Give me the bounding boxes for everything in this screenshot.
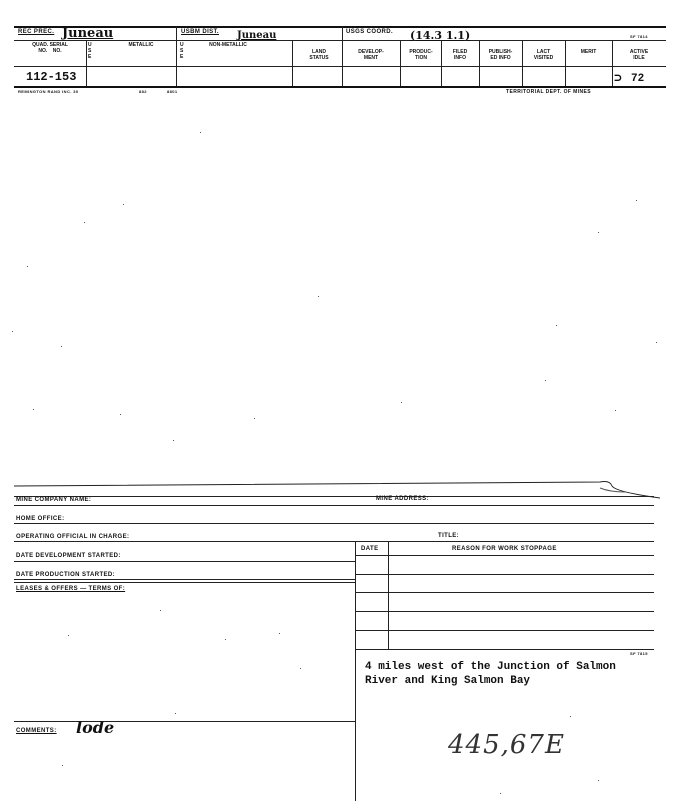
usgs-coord-value: (14.3 1.1) — [410, 29, 471, 42]
rule-date-prod — [14, 579, 355, 580]
last-visited-label: LACT VISITED — [533, 49, 554, 61]
date-production-label: DATE PRODUCTION STARTED: — [16, 572, 116, 578]
department-label: TERRITORIAL DEPT. OF MINES — [506, 89, 591, 95]
comments-value: lode — [76, 718, 115, 737]
col-div-quad — [86, 40, 87, 86]
merit-label: MERIT — [580, 49, 597, 55]
printer-code-2: 8801 — [167, 89, 178, 94]
stoppage-rule-4 — [355, 611, 654, 612]
usgs-coord-label: USGS COORD. — [346, 29, 394, 35]
mine-address-label: MINE ADDRESS: — [376, 496, 429, 502]
comments-label: COMMENTS: — [16, 728, 57, 734]
col-div-filed — [479, 40, 480, 86]
divider-1 — [176, 26, 177, 86]
rec-prec-value: Juneau — [62, 26, 114, 41]
stoppage-rule-1 — [355, 555, 654, 556]
location-line-2: River and King Salmon Bay — [365, 675, 531, 687]
active-idle-mark: ⊃ — [614, 71, 622, 86]
form-number: SF 7814 — [630, 34, 648, 39]
development-label: DEVELOP- MENT — [358, 49, 384, 61]
printer-code-1: 882 — [139, 89, 147, 94]
metallic-label: METALLIC — [128, 42, 154, 48]
lower-center-divider — [355, 541, 356, 801]
printer-label: REMINGTON RAND INC. 30 — [18, 89, 79, 94]
land-status-label: LAND STATUS — [309, 49, 329, 61]
operating-official-label: OPERATING OFFICIAL IN CHARGE: — [16, 534, 130, 540]
date-development-label: DATE DEVELOPMENT STARTED: — [16, 553, 121, 559]
title-label: TITLE: — [438, 533, 460, 539]
leases-label: LEASES & OFFERS — TERMS OF: — [16, 586, 126, 592]
rule-date-prod-2 — [14, 582, 355, 583]
usbm-dist-label: USBM DIST. — [181, 29, 220, 35]
date-column-divider — [388, 541, 389, 649]
rule-operating — [14, 541, 654, 542]
quad-serial-label: QUAD. SERIAL NO. NO. — [32, 42, 68, 54]
handwritten-code: 445,67E — [448, 730, 565, 760]
stoppage-rule-2 — [355, 574, 654, 575]
date-column-label: DATE — [361, 546, 379, 552]
usbm-dist-value: Juneau — [237, 30, 277, 41]
active-idle-value: 72 — [631, 73, 645, 85]
use-metallic-label: U S E — [88, 42, 92, 60]
mine-company-name-label: MINE COMPANY NAME: — [16, 497, 92, 503]
rule-under-mine — [14, 505, 654, 506]
rule-comments-top — [14, 721, 355, 722]
col-div-last — [565, 40, 566, 86]
use-nonmetallic-label: U S E — [180, 42, 184, 60]
rule-mine-company — [14, 496, 654, 497]
col-div-merit — [612, 40, 613, 86]
published-info-label: PUBLISH- ED INFO — [488, 49, 513, 61]
form-number-2: SF 7815 — [630, 651, 648, 656]
col-div-pub — [522, 40, 523, 86]
stoppage-rule-6 — [355, 649, 654, 650]
header-columns-rule — [14, 66, 666, 67]
quad-serial-value: 112-153 — [26, 70, 77, 84]
active-idle-label: ACTIVE IDLE — [629, 49, 649, 61]
col-div-land — [292, 40, 293, 86]
non-metallic-label: NON-METALLIC — [209, 42, 247, 48]
rule-date-dev — [14, 561, 355, 562]
stoppage-rule-3 — [355, 592, 654, 593]
col-div-develop — [400, 40, 401, 86]
stoppage-rule-5 — [355, 630, 654, 631]
location-line-1: 4 miles west of the Junction of Salmon — [365, 661, 616, 673]
reason-column-label: REASON FOR WORK STOPPAGE — [452, 546, 557, 552]
rec-prec-label: REC PREC. — [18, 29, 55, 35]
col-div-prod — [441, 40, 442, 86]
lower-form-top-rule — [0, 470, 678, 510]
home-office-label: HOME OFFICE: — [16, 516, 65, 522]
filed-info-label: FILED INFO — [452, 49, 468, 61]
production-label: PRODUC- TION — [409, 49, 433, 61]
header-bottom-rule — [14, 86, 666, 88]
rule-home-office — [14, 523, 654, 524]
